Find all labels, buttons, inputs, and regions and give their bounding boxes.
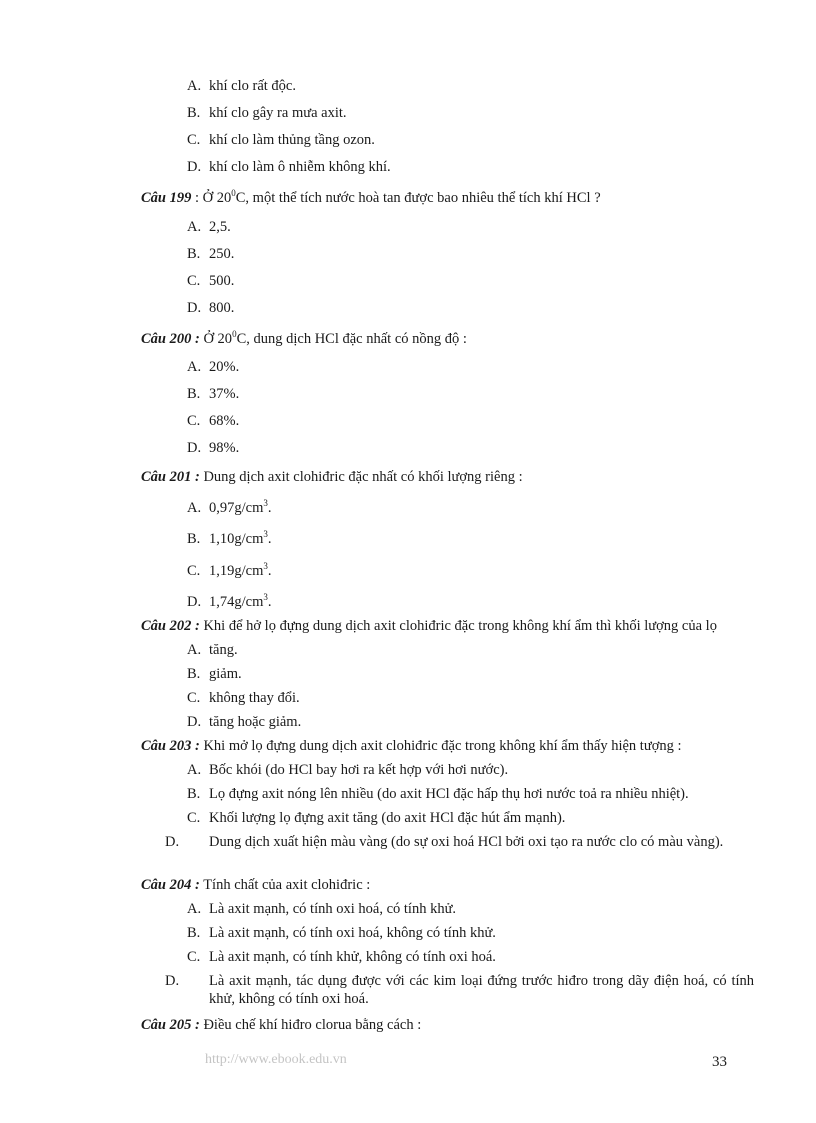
- list-item: B. khí clo gây ra mưa axit.: [187, 105, 347, 121]
- question-201: Câu 201 : Dung dịch axit clohiđric đặc nhất có khối lượng riêng :: [141, 469, 523, 485]
- list-item: D. Là axit mạnh, tác dụng được với các kim loại đứng trước hiđro trong dãy điện hoá, có tính khử, không có tính oxi hoá.: [165, 973, 754, 1007]
- list-item: D. $1,74g/cm^3$.: [187, 592, 272, 610]
- question-200: Câu 200 : Ở $20^0C$, dung dịch HCl đặc nhất có nồng độ :: [141, 329, 467, 347]
- list-item: A. 2,5.: [187, 219, 231, 235]
- list-item: B. 37%.: [187, 386, 240, 402]
- list-item: D. khí clo làm ô nhiễm không khí.: [187, 159, 391, 175]
- list-item: B. 250.: [187, 246, 235, 262]
- list-item: C. không thay đổi.: [187, 690, 300, 706]
- list-item: D. 98%.: [187, 440, 240, 456]
- list-item: D. 800.: [187, 300, 235, 316]
- list-item: A. Bốc khói (do HCl bay hơi ra kết hợp với hơi nước).: [187, 762, 509, 778]
- list-item: A. $0,97g/cm^3$.: [187, 498, 272, 516]
- list-item: C. khí clo làm thủng tầng ozon.: [187, 132, 375, 148]
- list-item: C. Là axit mạnh, có tính khử, không có tính oxi hoá.: [187, 949, 496, 965]
- list-item: D. tăng hoặc giảm.: [187, 714, 302, 730]
- question-203: Câu 203 : Khi mở lọ đựng dung dịch axit clohiđric đặc trong không khí ẩm thấy hiện tượng :: [141, 738, 682, 754]
- page-number: 33: [712, 1054, 727, 1070]
- footer-url: http://www.ebook.edu.vn: [205, 1052, 347, 1067]
- list-item: A. Là axit mạnh, có tính oxi hoá, có tính khử.: [187, 901, 457, 917]
- list-item: A. 20%.: [187, 359, 240, 375]
- list-item: A. tăng.: [187, 642, 238, 658]
- question-199: Câu 199 : Ở $20^0C$, một thể tích nước hoà tan được bao nhiêu thể tích khí HCl ?: [141, 188, 601, 206]
- list-item: C. 500.: [187, 273, 235, 289]
- list-item: B. $1,10g/cm^3$.: [187, 529, 272, 547]
- question-205: Câu 205 : Điều chế khí hiđro clorua bằng cách :: [141, 1017, 422, 1033]
- list-item: B. giảm.: [187, 666, 242, 682]
- question-204: Câu 204 : Tính chất của axit clohiđric :: [141, 877, 371, 893]
- list-item: C. Khối lượng lọ đựng axit tăng (do axit HCl đặc hút ẩm mạnh).: [187, 810, 566, 826]
- list-item: A. khí clo rất độc.: [187, 78, 296, 94]
- list-item: B. Là axit mạnh, có tính oxi hoá, không có tính khử.: [187, 925, 496, 941]
- list-item: D. Dung dịch xuất hiện màu vàng (do sự oxi hoá HCl bởi oxi tạo ra nước clo có màu vàng).: [165, 834, 724, 850]
- list-item: C. 68%.: [187, 413, 240, 429]
- list-item: C. $1,19g/cm^3$.: [187, 561, 272, 579]
- question-202: Câu 202 : Khi để hở lọ đựng dung dịch axit clohiđric đặc trong không khí ẩm thì khối lượng của lọ: [141, 618, 717, 634]
- list-item: B. Lọ đựng axit nóng lên nhiều (do axit HCl đặc hấp thụ hơi nước toả ra nhiều nhiệt).: [187, 786, 689, 802]
